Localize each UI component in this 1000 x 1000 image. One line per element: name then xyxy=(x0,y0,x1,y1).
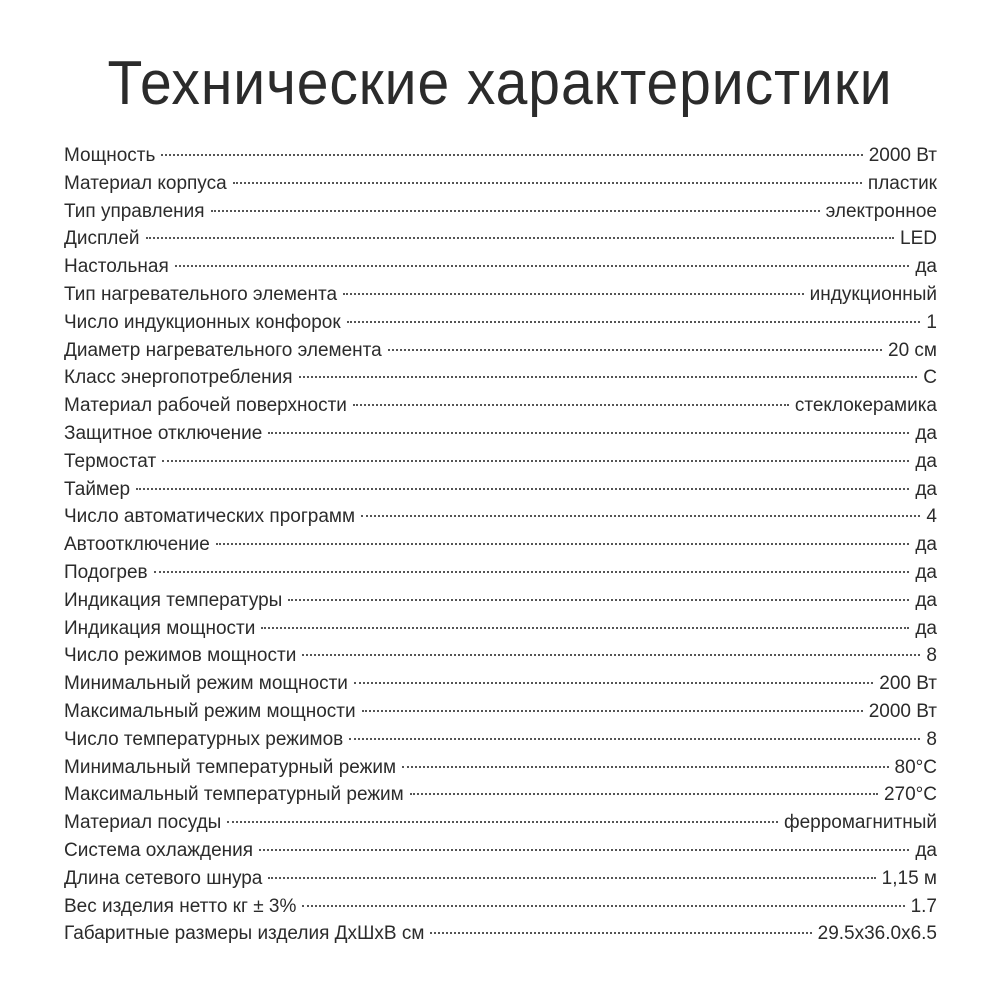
spec-row xyxy=(64,893,937,921)
spec-row xyxy=(64,920,937,948)
spec-label: Защитное отключение xyxy=(64,422,263,444)
spec-row xyxy=(64,476,937,504)
dot-leader xyxy=(353,404,789,406)
spec-label: Дисплей xyxy=(64,228,140,250)
spec-row xyxy=(64,531,937,559)
spec-label: Диаметр нагревательного элемента xyxy=(64,339,382,361)
spec-row xyxy=(64,559,937,587)
dot-leader xyxy=(268,877,875,879)
spec-value: да xyxy=(915,617,937,639)
dot-leader xyxy=(410,793,878,795)
spec-label: Материал корпуса xyxy=(64,172,227,194)
spec-row xyxy=(64,281,937,309)
spec-row xyxy=(64,392,937,420)
spec-label: Термостат xyxy=(64,450,157,472)
spec-label: Вес изделия нетто кг ± 3% xyxy=(64,895,297,917)
spec-row xyxy=(64,253,937,281)
dot-leader xyxy=(362,710,863,712)
spec-row xyxy=(64,642,937,670)
spec-label: Число автоматических программ xyxy=(64,506,356,528)
spec-value: LED xyxy=(900,228,937,250)
dot-leader xyxy=(227,821,778,823)
spec-value: 2000 Вт xyxy=(868,145,937,166)
spec-label: Минимальный режим мощности xyxy=(64,673,348,695)
dot-leader xyxy=(402,766,889,768)
spec-value: 200 Вт xyxy=(879,673,937,695)
spec-row xyxy=(64,809,937,837)
spec-value: 80°C xyxy=(894,756,937,778)
spec-label: Тип нагревательного элемента xyxy=(64,283,338,305)
spec-row xyxy=(64,364,937,392)
spec-label: Максимальный температурный режим xyxy=(64,784,404,806)
spec-value: C xyxy=(923,367,937,389)
spec-row xyxy=(64,142,937,170)
spec-value: 1.7 xyxy=(910,895,937,917)
spec-label: Подогрев xyxy=(64,561,148,583)
dot-leader xyxy=(343,293,804,295)
spec-label: Число режимов мощности xyxy=(64,645,297,667)
spec-row xyxy=(64,309,937,337)
dot-leader xyxy=(154,571,910,573)
spec-value: 29.5x36.0x6.5 xyxy=(817,923,937,945)
spec-value: 1,15 м xyxy=(881,867,937,889)
spec-value: 4 xyxy=(926,506,937,528)
spec-row xyxy=(64,587,937,615)
spec-value: да xyxy=(915,450,937,472)
spec-label: Материал посуды xyxy=(64,812,222,834)
spec-value: электронное xyxy=(825,200,937,222)
spec-value: 270°C xyxy=(883,784,937,806)
spec-label: Максимальный режим мощности xyxy=(64,700,356,722)
spec-row xyxy=(64,448,937,476)
dot-leader xyxy=(354,682,873,684)
spec-value: да xyxy=(915,589,937,611)
spec-value: да xyxy=(915,561,937,583)
spec-value: да xyxy=(915,839,937,861)
spec-value: индукционный xyxy=(809,283,937,305)
dot-leader xyxy=(299,376,918,378)
spec-label: Индикация температуры xyxy=(64,589,283,611)
spec-label: Индикация мощности xyxy=(64,617,256,639)
dot-leader xyxy=(347,321,921,323)
dot-leader xyxy=(216,543,910,545)
dot-leader xyxy=(288,599,909,601)
dot-leader xyxy=(349,738,920,740)
spec-row xyxy=(64,170,937,198)
spec-label: Длина сетевого шнура xyxy=(64,867,263,889)
spec-value: да xyxy=(915,478,937,500)
spec-value: 8 xyxy=(926,645,937,667)
spec-value: 1 xyxy=(926,311,937,333)
spec-value: 2000 Вт xyxy=(868,700,937,722)
spec-row xyxy=(64,865,937,893)
spec-row xyxy=(64,198,937,226)
spec-value: 20 см xyxy=(888,339,937,361)
spec-row xyxy=(64,726,937,754)
spec-label: Таймер xyxy=(64,478,131,500)
dot-leader xyxy=(136,488,909,490)
dot-leader xyxy=(161,154,862,156)
spec-value: пластик xyxy=(867,172,937,194)
spec-row xyxy=(64,781,937,809)
spec-row xyxy=(64,698,937,726)
dot-leader xyxy=(259,849,909,851)
dot-leader xyxy=(268,432,909,434)
spec-row xyxy=(64,503,937,531)
spec-row xyxy=(64,420,937,448)
spec-label: Число температурных режимов xyxy=(64,728,344,750)
spec-row xyxy=(64,754,937,782)
dot-leader xyxy=(233,182,862,184)
spec-value: ферромагнитный xyxy=(783,812,937,834)
dot-leader xyxy=(162,460,909,462)
spec-list xyxy=(64,142,937,948)
spec-value: да xyxy=(915,422,937,444)
dot-leader xyxy=(261,627,909,629)
spec-label: Минимальный температурный режим xyxy=(64,756,397,778)
spec-label: Класс энергопотребления xyxy=(64,367,293,389)
spec-label: Автоотключение xyxy=(64,534,210,556)
dot-leader xyxy=(211,210,820,212)
dot-leader xyxy=(175,265,910,267)
spec-label: Мощность xyxy=(64,145,156,166)
spec-row xyxy=(64,670,937,698)
dot-leader xyxy=(146,237,894,239)
spec-label: Тип управления xyxy=(64,200,205,222)
dot-leader xyxy=(302,905,904,907)
dot-leader xyxy=(361,515,920,517)
spec-value: да xyxy=(915,534,937,556)
spec-value: стеклокерамика xyxy=(794,395,937,417)
page-title: Технические характеристики xyxy=(107,49,893,118)
spec-label: Число индукционных конфорок xyxy=(64,311,341,333)
dot-leader xyxy=(302,654,920,656)
dot-leader xyxy=(388,349,882,351)
spec-label: Система охлаждения xyxy=(64,839,254,861)
spec-value: 8 xyxy=(926,728,937,750)
spec-label: Настольная xyxy=(64,256,169,278)
spec-row xyxy=(64,837,937,865)
spec-label: Материал рабочей поверхности xyxy=(64,395,347,417)
dot-leader xyxy=(430,932,811,934)
spec-row xyxy=(64,337,937,365)
spec-row xyxy=(64,615,937,643)
spec-row xyxy=(64,225,937,253)
spec-value: да xyxy=(915,256,937,278)
spec-label: Габаритные размеры изделия ДхШхВ см xyxy=(64,923,425,945)
